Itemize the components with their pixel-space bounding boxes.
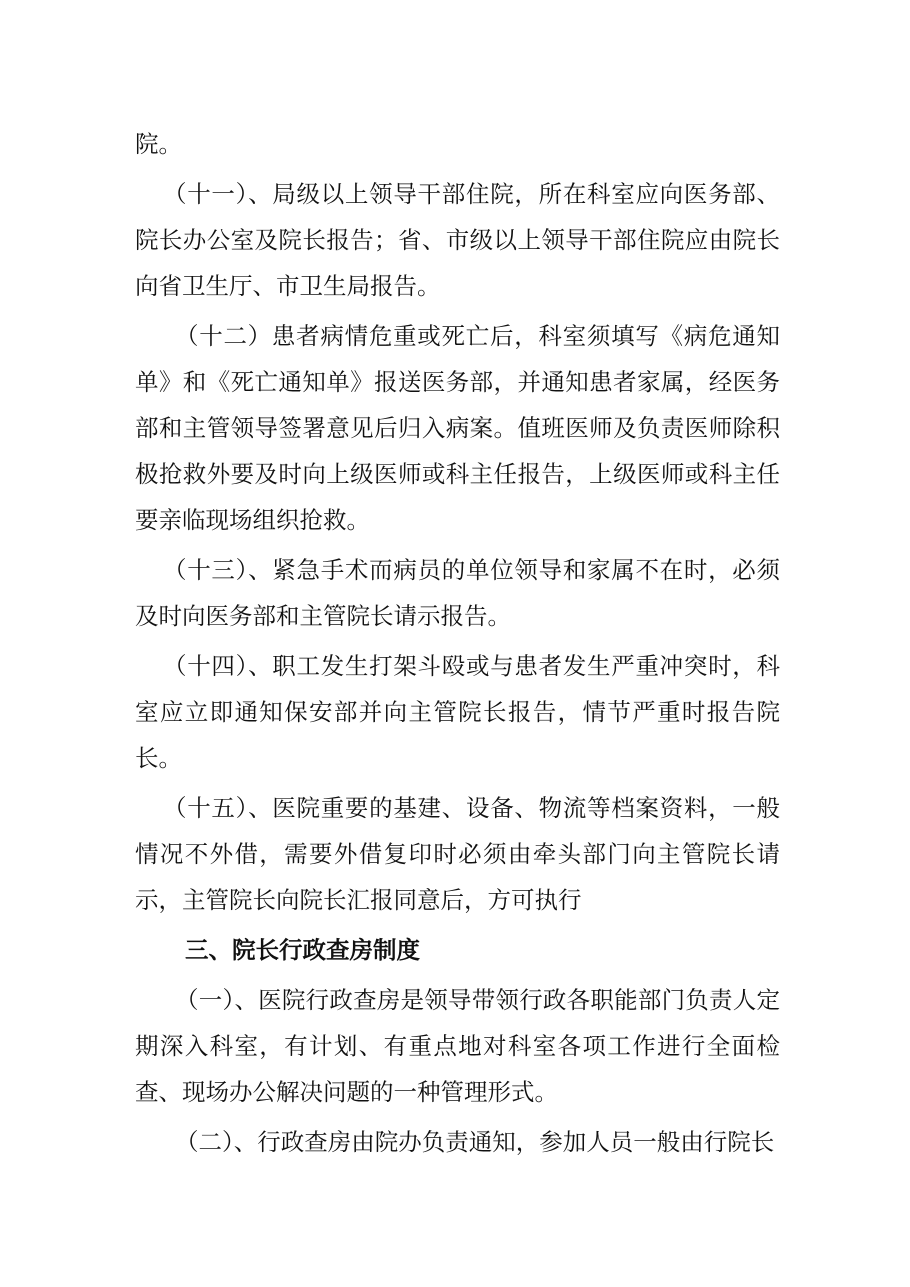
- paragraph-continuation: 院。: [135, 130, 182, 158]
- paragraph-item-15: （十五）、医院重要的基建、设备、物流等档案资料，一般情况不外借，需要外借复印时必须由牵头部门向主管院长请示，主管院长向院长汇报同意后，方可执行: [135, 794, 780, 914]
- section-paragraph-2: （二）、行政查房由院办负责通知，参加人员一般由行院长: [175, 1128, 775, 1156]
- section-paragraph-1: （一）、医院行政查房是领导带领行政各职能部门负责人定期深入科室，有计划、有重点地对科室各项工作进行全面检查、现场办公解决问题的一种管理形式。: [135, 986, 780, 1106]
- paragraph-item-13: （十三）、紧急手术而病员的单位领导和家属不在时，必须及时向医务部和主管院长请示报告。: [135, 556, 780, 630]
- document-body: [135, 121, 780, 1165]
- paragraph-item-11: （十一）、局级以上领导干部住院，所在科室应向医务部、院长办公室及院长报告；省、市级以上领导干部住院应由院长向省卫生厅、市卫生局报告。: [135, 180, 780, 300]
- paragraph-item-14: （十四）、职工发生打架斗殴或与患者发生严重冲突时，科室应立即通知保安部并向主管院长报告，情节严重时报告院长。: [135, 652, 780, 772]
- section-heading: 三、院长行政查房制度: [185, 936, 420, 964]
- paragraph-item-12: （十二）患者病情危重或死亡后，科室须填写《病危通知单》和《死亡通知单》报送医务部，并通知患者家属，经医务部和主管领导签署意见后归入病案。值班医师及负责医师除积极抢救外要及时向上级医师或科主任报告，上级医师或科主任要亲临现场组织抢救。: [135, 322, 780, 534]
